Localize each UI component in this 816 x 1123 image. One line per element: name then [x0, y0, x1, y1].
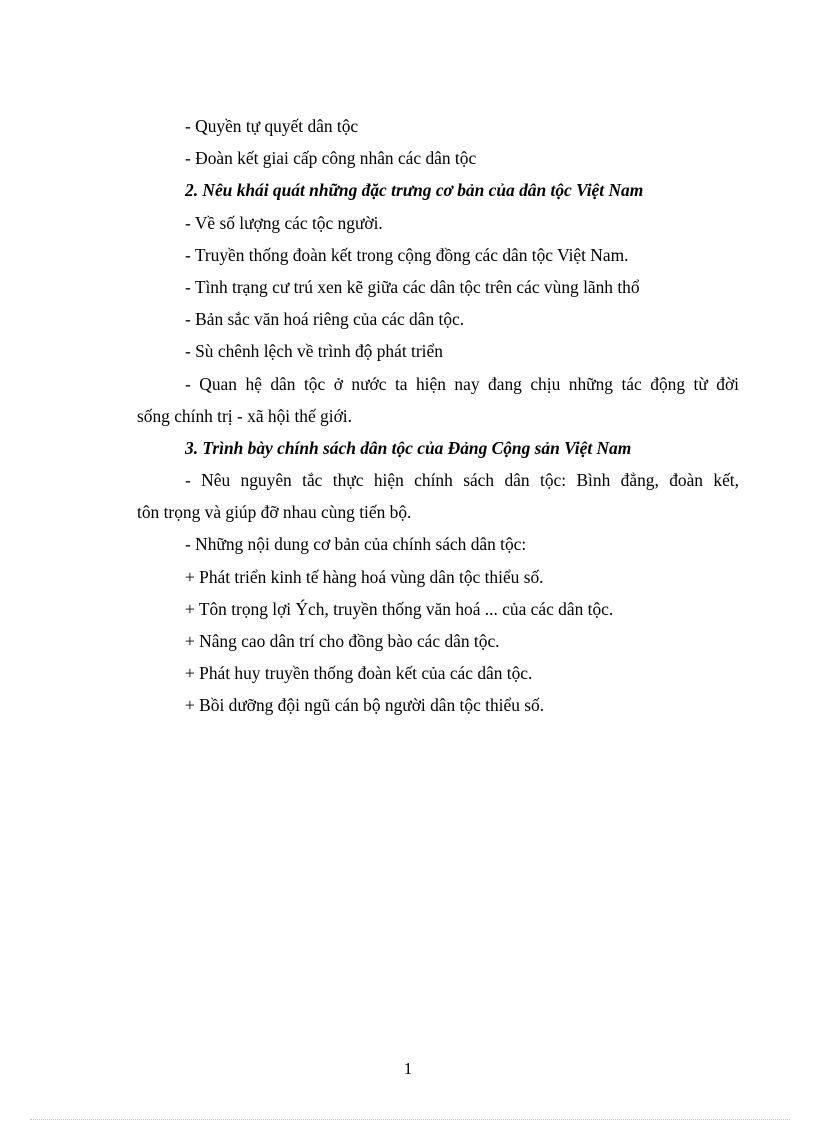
section-heading: 2. Nêu khái quát những đặc trưng cơ bản của dân tộc Việt Nam	[185, 180, 644, 201]
page-number: 1	[403, 1059, 413, 1078]
plus-item: + Phát triển kinh tế hàng hoá vùng dân tộc thiểu số.	[185, 566, 544, 587]
bullet-line: - Về số lượng các tộc người.	[185, 212, 383, 233]
paragraph-line-continuation: sống chính trị - xã hội thế giới.	[137, 405, 352, 426]
section-heading: 3. Trình bày chính sách dân tộc của Đảng Cộng sản Việt Nam	[185, 437, 632, 458]
document-body	[137, 110, 739, 722]
bullet-line: - Sù chênh lệch về trình độ phát triển	[185, 341, 443, 362]
paragraph-line-justified: - Nêu nguyên tắc thực hiện chính sách dân tộc: Bình đẳng, đoàn kết,	[185, 470, 739, 491]
bullet-line: - Truyền thống đoàn kết trong cộng đồng các dân tộc Việt Nam.	[185, 244, 629, 265]
plus-item: + Phát huy truyền thống đoàn kết của các dân tộc.	[185, 663, 533, 684]
footer-divider	[30, 1119, 790, 1120]
bullet-line: - Những nội dung cơ bản của chính sách dân tộc:	[185, 534, 527, 555]
plus-item: + Bồi dưỡng đội ngũ cán bộ người dân tộc thiểu số.	[185, 695, 545, 716]
bullet-line: - Đoàn kết giai cấp công nhân các dân tộc	[185, 148, 477, 169]
bullet-line: - Quyền tự quyết dân tộc	[185, 116, 359, 136]
plus-item: + Nâng cao dân trí cho đồng bào các dân tộc.	[185, 631, 500, 652]
bullet-line: - Tình trạng cư trú xen kẽ giữa các dân tộc trên các vùng lãnh thổ	[185, 276, 640, 297]
paragraph-line-continuation: tôn trọng và giúp đỡ nhau cùng tiến bộ.	[137, 502, 412, 523]
bullet-line: - Bản sắc văn hoá riêng của các dân tộc.	[185, 309, 465, 330]
plus-item: + Tôn trọng lợi Ých, truyền thống văn hoá ... của các dân tộc.	[185, 598, 614, 619]
paragraph-line-justified: - Quan hệ dân tộc ở nước ta hiện nay đang chịu những tác động từ đời	[185, 373, 739, 394]
